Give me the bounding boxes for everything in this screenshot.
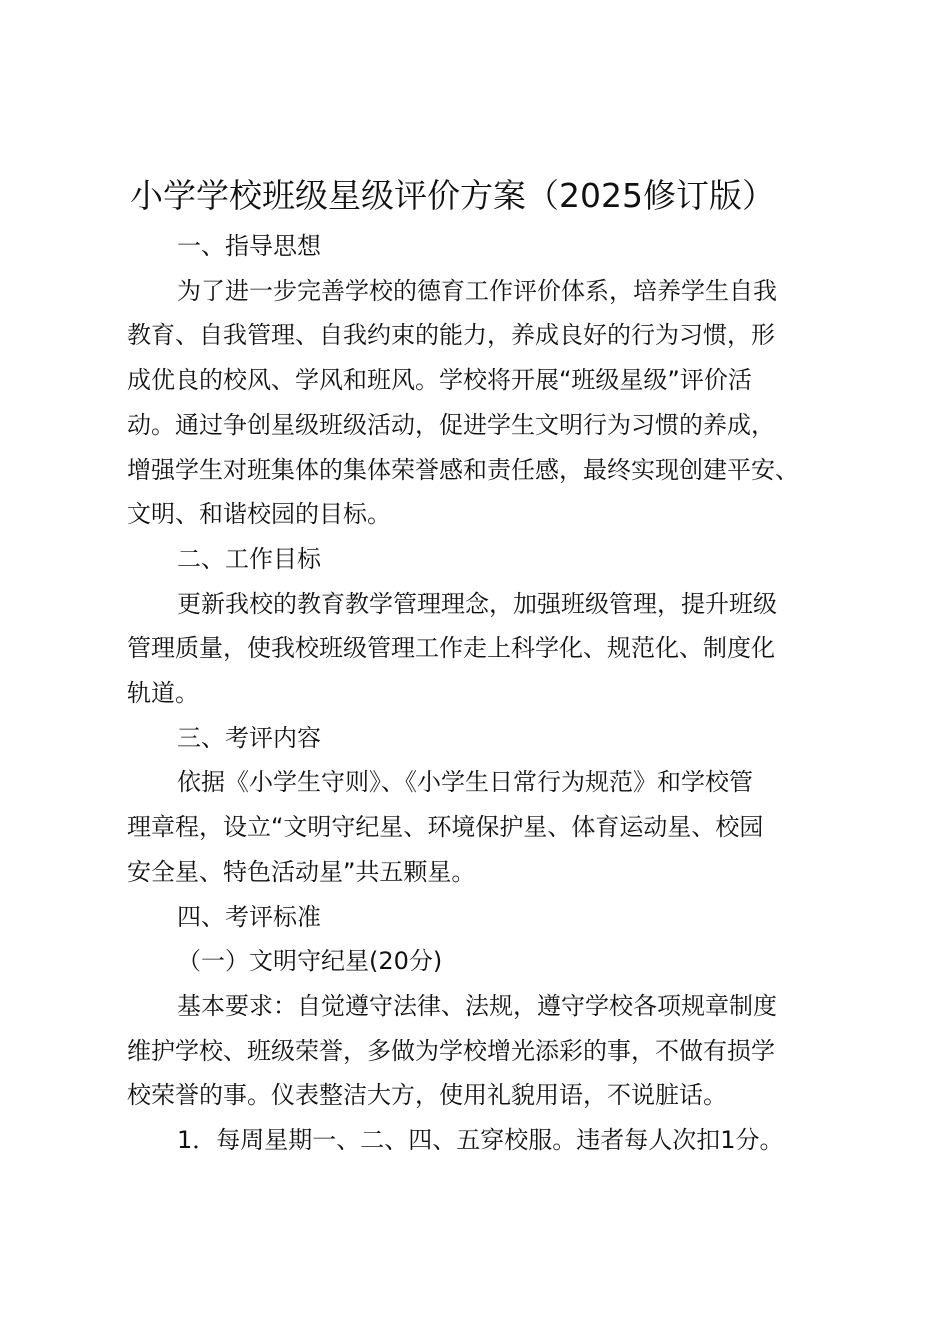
text-line: 依据《小学生守则》、《小学生日常行为规范》和学校管 xyxy=(177,768,753,797)
text-line: 1．每周星期一、二、四、五穿校服。违者每人次扣1分。 xyxy=(177,1126,784,1155)
section-heading xyxy=(127,895,842,940)
text-line: 动。通过争创星级班级活动，促进学生文明行为习惯的养成， xyxy=(127,410,775,439)
text-line: 成优良的校风、学风和班风。学校将开展“班级星级”评价活 xyxy=(127,366,752,395)
section-heading xyxy=(127,224,842,269)
text-line: 更新我校的教育教学管理理念，加强班级管理，提升班级 xyxy=(177,589,777,618)
subsection-heading xyxy=(127,939,842,984)
text-line: 二、工作目标 xyxy=(177,544,321,573)
body-paragraph xyxy=(127,760,842,894)
section-heading xyxy=(127,716,842,761)
text-line: 一、指导思想 xyxy=(177,232,321,260)
text-line: 基本要求：自觉遵守法律、法规，遵守学校各项规章制度 xyxy=(177,991,777,1020)
text-line: 轨道。 xyxy=(127,679,199,708)
text-line: 校荣誉的事。仪表整洁大方，使用礼貌用语，不说脏话。 xyxy=(127,1081,727,1110)
text-line: 维护学校、班级荣誉，多做为学校增光添彩的事，不做有损学 xyxy=(127,1036,775,1065)
text-line: 文明、和谐校园的目标。 xyxy=(127,500,391,529)
body-paragraph xyxy=(127,582,842,716)
text-line: 教育、自我管理、自我约束的能力，养成良好的行为习惯，形 xyxy=(127,321,775,350)
document-title: 小学学校班级星级评价方案（2025修订版） xyxy=(130,176,775,215)
body-paragraph xyxy=(127,269,842,537)
rule-item xyxy=(127,1118,842,1163)
section-heading xyxy=(127,537,842,582)
text-line: 四、考评标准 xyxy=(177,902,321,931)
document-body xyxy=(127,224,842,1163)
text-line: 三、考评内容 xyxy=(177,723,321,752)
text-line: 为了进一步完善学校的德育工作评价体系，培养学生自我 xyxy=(177,276,777,305)
text-line: 管理质量，使我校班级管理工作走上科学化、规范化、制度化 xyxy=(127,634,775,663)
text-line: 理章程，设立“文明守纪星、环境保护星、体育运动星、校园 xyxy=(127,813,764,842)
text-line: 安全星、特色活动星”共五颗星。 xyxy=(127,857,476,886)
text-line: （一）文明守纪星(20分) xyxy=(177,947,443,976)
body-paragraph xyxy=(127,984,842,1118)
text-line: 增强学生对班集体的集体荣誉感和责任感，最终实现创建平安、 xyxy=(127,455,799,484)
